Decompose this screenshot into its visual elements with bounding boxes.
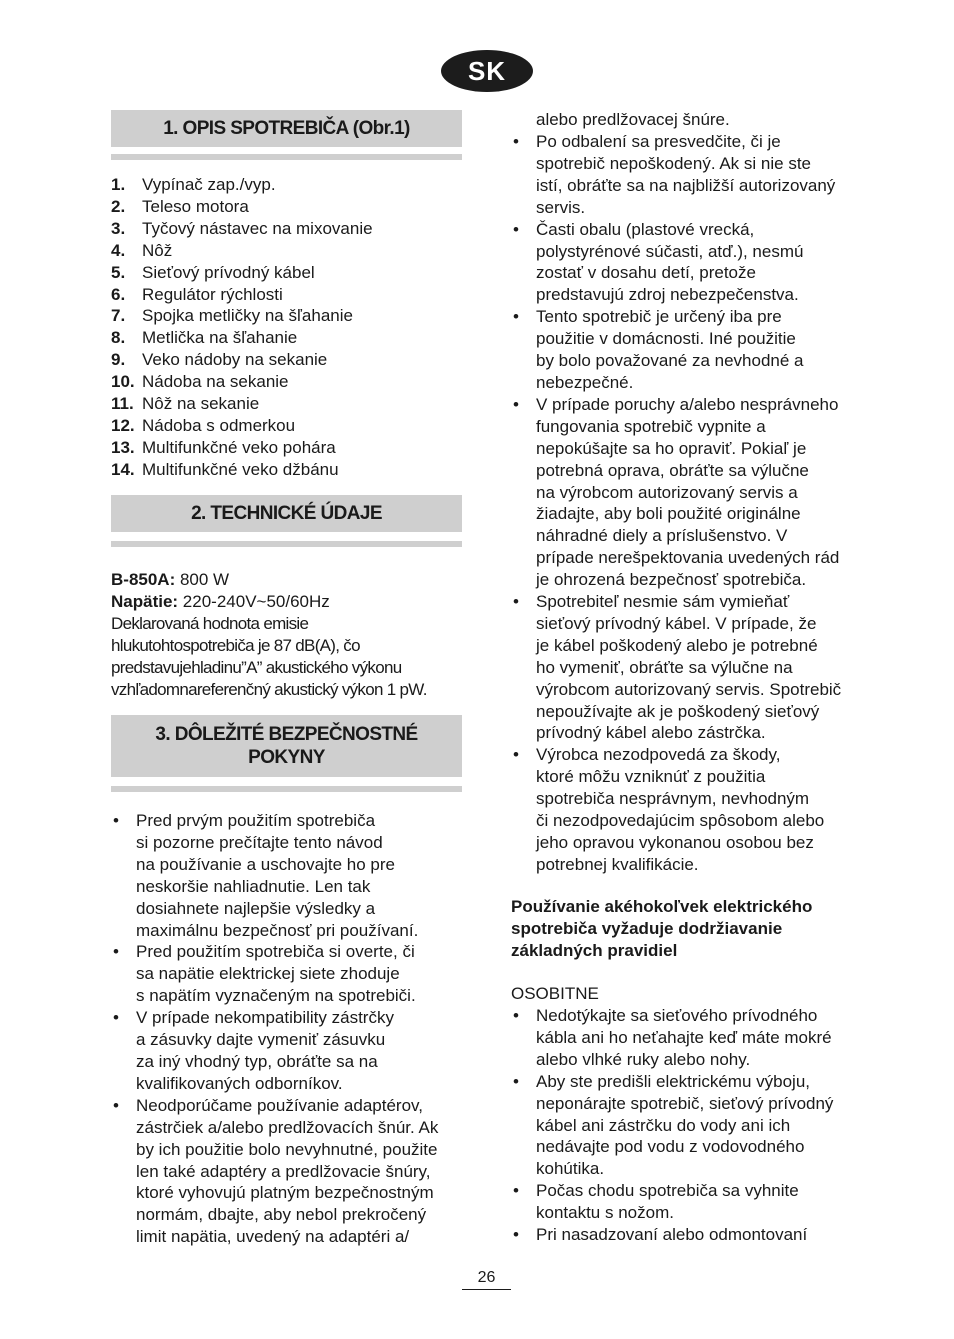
bullet-line: istí, obráťte sa na najbližší autorizovaný — [536, 175, 836, 195]
bullet-line: sieťový prívodný kábel. V prípade, že — [536, 613, 817, 633]
bullet-line: maximálnu bezpečnosť pri používaní. — [136, 920, 419, 940]
bullet-line: • Neodporúčame používanie adaptérov, — [136, 1095, 423, 1115]
page-number: 26 — [462, 1268, 511, 1290]
part-number: 9. — [111, 350, 126, 370]
bullet-line: nepoužívajte ak je poškodený sieťový — [536, 701, 820, 721]
bullet-line: • Nedotýkajte sa sieťového prívodného — [536, 1006, 818, 1025]
part-name: Nádoba na sekanie — [142, 372, 289, 392]
bullet-item — [111, 810, 438, 941]
bullet-line: fungovania spotrebič vypnite a — [536, 416, 766, 436]
bullet-line: • V prípade poruchy a/alebo nesprávneho — [536, 394, 839, 414]
noise-line: hlukutohtospotrebiča je 87 dB(A), čo — [111, 635, 360, 655]
part-name: Vypínač zap./vyp. — [142, 175, 276, 194]
bullet-item — [111, 1095, 438, 1248]
part-item — [111, 393, 373, 415]
bullet-line: by ich použitie bolo nevyhnutné, použite — [136, 1139, 438, 1159]
bullet-line: len také adaptéry a predlžovacie šnúry, — [136, 1161, 431, 1181]
bullet-line: predstavujú zdroj nebezpečenstva. — [536, 285, 799, 305]
bullet-line: servis. — [536, 197, 586, 217]
section-heading-safety — [111, 715, 462, 777]
bullet-line: za iný vhodný typ, obráťte sa na — [136, 1051, 378, 1071]
part-name: Nôž — [142, 240, 173, 260]
model-value: 800 W — [175, 570, 230, 589]
bullet-line: a zásuvky dajte vymeniť zásuvku — [136, 1030, 386, 1050]
bullet-line: je kábel poškodený alebo je potrebné — [536, 635, 818, 655]
section-title: 2. TECHNICKÉ ÚDAJE — [191, 503, 382, 524]
section-divider — [111, 541, 462, 547]
bullet-line: prívodný kábel alebo zástrčka. — [536, 723, 766, 743]
bullet-line: dosiahnete najlepšie výsledky a — [136, 898, 376, 918]
section-divider — [111, 786, 462, 792]
bullet-line: • Časti obalu (plastové vrecká, — [536, 219, 755, 239]
bullet-line: spotrebič nepoškodený. Ak si nie ste — [536, 153, 811, 173]
section-heading-description — [111, 110, 462, 147]
bullet-line: ho vymeniť, obráťte sa výlučne na — [536, 657, 793, 677]
part-number: 8. — [111, 328, 126, 348]
part-name: Multifunkčné veko džbánu — [142, 459, 339, 479]
noise-line: predstavujehladinu”A” akustického výkonu — [111, 657, 402, 677]
bullet-line: zostať v dosahu detí, pretože — [536, 263, 756, 283]
bullet-line: neskoršie nahliadnutie. Len tak — [136, 876, 371, 896]
part-number: 6. — [111, 284, 126, 304]
part-number: 3. — [111, 218, 126, 238]
bullet-item — [111, 941, 438, 1007]
bullet-line: na používanie a uschovajte ho pre — [136, 854, 395, 874]
part-number: 14. — [111, 459, 135, 479]
bullet-line: či nezodpovedajúcim spôsobom alebo — [536, 811, 825, 831]
bullet-line: ktoré vyhovujú platným bezpečnostným — [136, 1183, 434, 1203]
bullet-line: potrebnej kvalifikácie. — [536, 854, 699, 874]
bullet-item — [511, 1005, 833, 1071]
bullet-line: alebo vlhké ruky alebo nohy. — [536, 1049, 751, 1069]
safety-bullet-list-continued — [511, 131, 841, 876]
bullet-line: normám, dbajte, aby nebol prekročený — [136, 1205, 427, 1225]
part-name: Tyčový nástavec na mixovanie — [142, 218, 373, 238]
language-badge: SK — [441, 50, 533, 92]
part-item — [111, 415, 373, 437]
part-item — [111, 262, 373, 284]
part-item — [111, 327, 373, 349]
bullet-line: kontaktu s nožom. — [536, 1203, 674, 1223]
bullet-line: žiadajte, aby boli použité originálne — [536, 504, 801, 524]
bullet-line: nedávajte pod vodu z vodovodného — [536, 1137, 805, 1157]
bullet-line: kábel ani zástrčku do vody ani ich — [536, 1115, 791, 1135]
continued-text: alebo predlžovacej šnúre. — [536, 110, 730, 129]
bullet-line: potrebná oprava, obráťte sa výlučne — [536, 460, 809, 480]
bullet-line: • Tento spotrebič je určený iba pre — [536, 307, 782, 327]
bullet-line: na výrobcom autorizovaný servis a — [536, 482, 798, 502]
part-number: 1. — [111, 175, 126, 194]
part-number: 2. — [111, 196, 126, 216]
technical-data — [111, 569, 427, 700]
rule-line: spotrebiča vyžaduje dodržiavanie — [511, 918, 783, 938]
part-item — [111, 196, 373, 218]
part-number: 11. — [111, 394, 134, 414]
part-item — [111, 459, 373, 481]
bullet-line: by bolo považované za nevhodné a — [536, 351, 804, 371]
part-number: 4. — [111, 240, 126, 260]
bullet-line: kohútika. — [536, 1159, 605, 1179]
special-bullet-list — [511, 1005, 833, 1246]
part-item — [111, 437, 373, 459]
bullet-line: kábla ani ho neťahajte keď máte mokré — [536, 1027, 832, 1047]
part-item — [111, 349, 373, 371]
safety-bullet-list — [111, 810, 438, 1248]
part-name: Metlička na šľahanie — [142, 328, 298, 348]
part-number: 7. — [111, 306, 126, 326]
section-divider — [111, 154, 462, 160]
bullet-line: • Počas chodu spotrebiča sa vyhnite — [536, 1181, 799, 1201]
bullet-item — [111, 1007, 438, 1095]
part-number: 13. — [111, 437, 135, 457]
part-number: 12. — [111, 415, 135, 435]
part-item — [111, 284, 373, 306]
part-item — [111, 174, 373, 196]
bullet-line: kvalifikovaných odborníkov. — [136, 1073, 343, 1093]
part-name: Nádoba s odmerkou — [142, 415, 296, 435]
bullet-line: spotrebiča nesprávnym, nevhodným — [536, 789, 810, 809]
bullet-line: • Pred prvým použitím spotrebiča — [136, 811, 376, 830]
part-name: Multifunkčné veko pohára — [142, 437, 336, 457]
bullet-line: zástrčiek a/alebo predlžovacích šnúr. Ak — [136, 1117, 439, 1137]
bullet-line: ktoré môžu vzniknúť z použitia — [536, 767, 766, 787]
voltage-value: 220-240V~50/60Hz — [178, 591, 330, 611]
bullet-line: nepokúšajte sa ho opraviť. Pokiaľ je — [536, 438, 807, 458]
bullet-line: s napätím vyznačeným na spotrebiči. — [136, 986, 416, 1006]
bullet-line: je ohrozená bezpečnosť spotrebiča. — [536, 570, 807, 590]
general-rule-text — [511, 896, 812, 962]
bullet-item — [511, 219, 841, 307]
bullet-line: neponárajte spotrebič, sieťový prívodný — [536, 1093, 834, 1113]
part-item — [111, 218, 373, 240]
bullet-line: náhradné diely a príslušenstvo. V — [536, 526, 788, 546]
bullet-item — [511, 1224, 833, 1246]
bullet-line: • V prípade nekompatibility zástrčky — [136, 1008, 394, 1028]
bullet-line: • Pri nasadzovaní alebo odmontovaní — [536, 1225, 808, 1245]
bullet-line: si pozorne prečítajte tento návod — [136, 832, 383, 852]
section-title-line: 3. DÔLEŽITÉ BEZPEČNOSTNÉ — [155, 724, 418, 745]
part-item — [111, 305, 373, 327]
special-heading: OSOBITNE — [511, 984, 599, 1003]
bullet-line: nebezpečné. — [536, 372, 634, 392]
bullet-item — [511, 131, 841, 219]
part-number: 10. — [111, 372, 135, 392]
voltage-label: Napätie: — [111, 591, 179, 611]
bullet-line: limit napätia, uvedený na adaptéri a/ — [136, 1227, 410, 1247]
section-title: 1. OPIS SPOTREBIČA (Obr.1) — [163, 118, 410, 139]
part-name: Sieťový prívodný kábel — [142, 262, 315, 282]
part-name: Spojka metličky na šľahanie — [142, 306, 353, 326]
section-heading-technical — [111, 495, 462, 532]
bullet-item — [511, 1071, 833, 1181]
part-item — [111, 240, 373, 262]
bullet-line: výrobcom autorizovaný servis. Spotrebič — [536, 679, 842, 699]
part-name: Teleso motora — [142, 196, 249, 216]
noise-line: Deklarovaná hodnota emisie — [111, 613, 309, 633]
rule-line: základných pravidiel — [511, 940, 678, 960]
parts-list — [111, 174, 373, 481]
bullet-item — [511, 591, 841, 744]
bullet-item — [511, 306, 841, 394]
bullet-line: prípade nerešpektovania uvedených rád — [536, 548, 840, 568]
model-label: B-850A: — [111, 570, 176, 589]
bullet-line: • Po odbalení sa presvedčite, či je — [536, 132, 781, 151]
bullet-line: použitie v domácnosti. Iné použitie — [536, 329, 796, 349]
bullet-line: • Spotrebiteľ nesmie sám vymieňať — [536, 592, 790, 612]
part-name: Nôž na sekanie — [142, 394, 260, 414]
bullet-line: jeho opravou vykonanou osobou bez — [536, 833, 814, 852]
noise-line: vzhľadomnareferenčný akustický výkon 1 pW. — [111, 679, 427, 699]
part-item — [111, 371, 373, 393]
bullet-line: • Pred použitím spotrebiča si overte, či — [136, 942, 415, 962]
part-number: 5. — [111, 262, 126, 282]
section-title-line: POKYNY — [248, 747, 325, 768]
bullet-item — [511, 1180, 833, 1224]
bullet-item — [511, 394, 841, 591]
bullet-line: polystyrénové súčasti, atď.), nesmú — [536, 241, 804, 261]
bullet-line: • Výrobca nezodpovedá za škody, — [536, 745, 781, 765]
part-name: Regulátor rýchlosti — [142, 284, 283, 304]
bullet-item — [511, 744, 841, 875]
bullet-line: • Aby ste predišli elektrickému výboju, — [536, 1071, 811, 1091]
bullet-line: sa napätie elektrickej siete zhoduje — [136, 964, 400, 984]
part-name: Veko nádoby na sekanie — [142, 350, 328, 370]
rule-line: Používanie akéhokoľvek elektrického — [511, 897, 813, 916]
